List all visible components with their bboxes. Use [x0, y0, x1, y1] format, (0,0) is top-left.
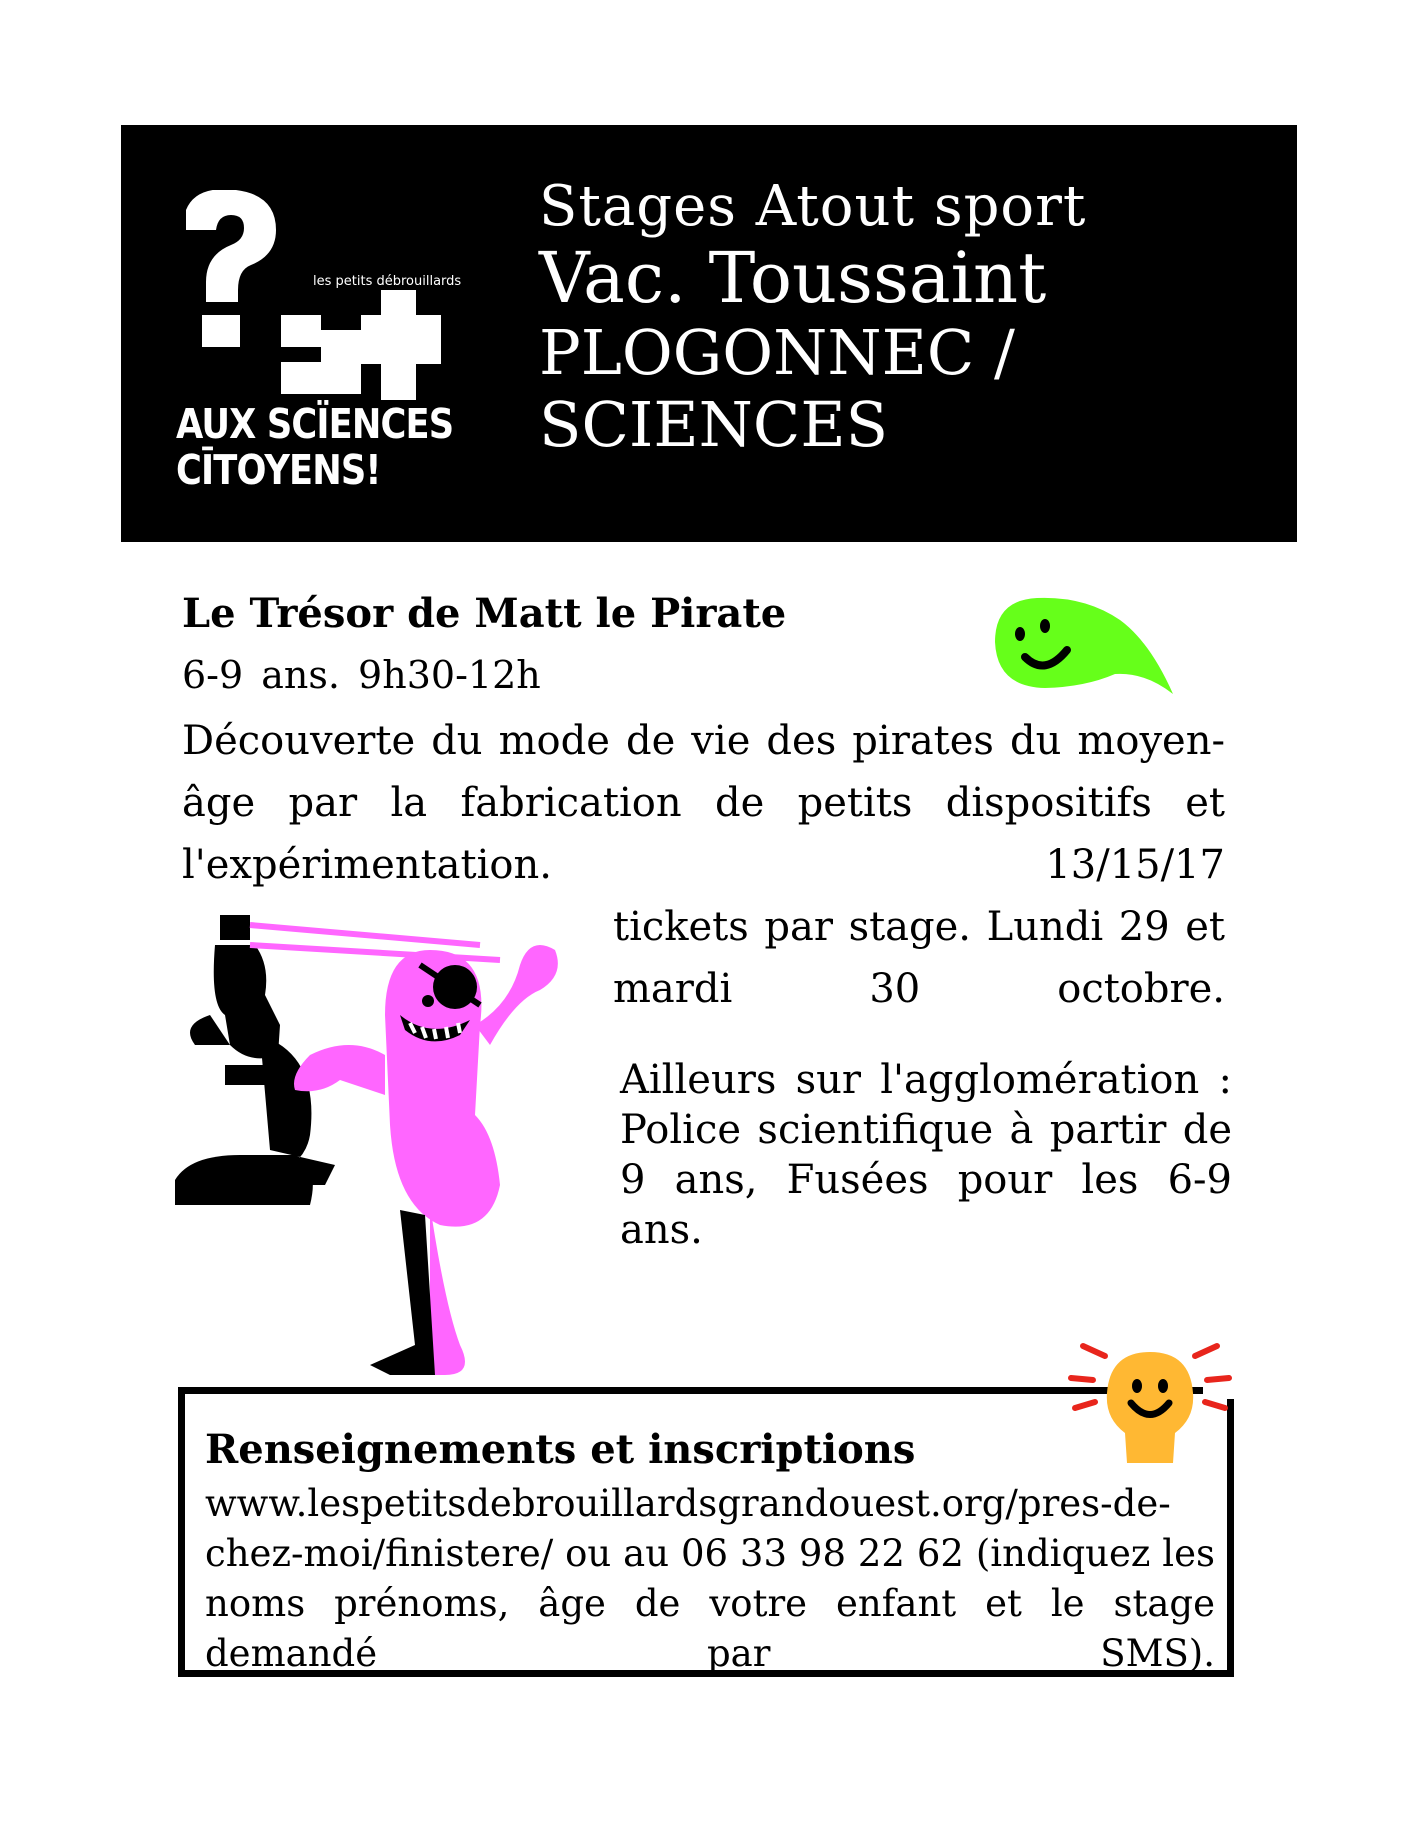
course-description-continued: tickets par stage. Lundi 29 et mardi 30 octobre.: [613, 904, 1225, 1012]
pirate-with-microscope-illustration: [170, 905, 630, 1380]
title-line-3: PLOGONNEC /: [539, 316, 1015, 389]
title-line-4: SCIENCES: [539, 388, 889, 461]
header-banner: [121, 125, 1297, 542]
yellow-lightbulb-mascot-icon: [1065, 1338, 1235, 1473]
logo: [176, 190, 476, 500]
info-text: www.lespetitsdebrouillardsgrandouest.org/pres-de-chez-moi/finistere/ ou au 06 33 98 22 62 (indiquez les noms prénoms, âge de votre enfant et le stage demandé par SMS).: [205, 1482, 1215, 1675]
logo-brand-text: les petits débrouillards: [313, 274, 462, 289]
logo-tagline: [176, 401, 453, 493]
green-comet-mascot-icon: [975, 592, 1175, 702]
course-age-time: 6-9 ans. 9h30-12h: [182, 653, 541, 697]
page-title: [539, 175, 1086, 461]
info-title: Renseignements et inscriptions: [205, 1426, 916, 1473]
title-line-2: Vac. Toussaint: [539, 237, 1047, 319]
other-courses-text: Ailleurs sur l'agglomération : Police scientifique à partir de 9 ans, Fusées pour les 6-9 ans.: [620, 1057, 1232, 1253]
title-line-1: Stages Atout sport: [539, 174, 1087, 239]
logo-question-mark-icon: [176, 190, 476, 400]
logo-tagline-line2: CĪTOYENS!: [176, 446, 381, 494]
logo-tagline-line1: AUX SCÏENCES: [176, 400, 454, 448]
course-description: Découverte du mode de vie des pirates du moyen-âge par la fabrication de petits dispositifs et l'expérimentation. 13/15/17: [182, 718, 1225, 888]
course-title: Le Trésor de Matt le Pirate: [182, 590, 787, 637]
